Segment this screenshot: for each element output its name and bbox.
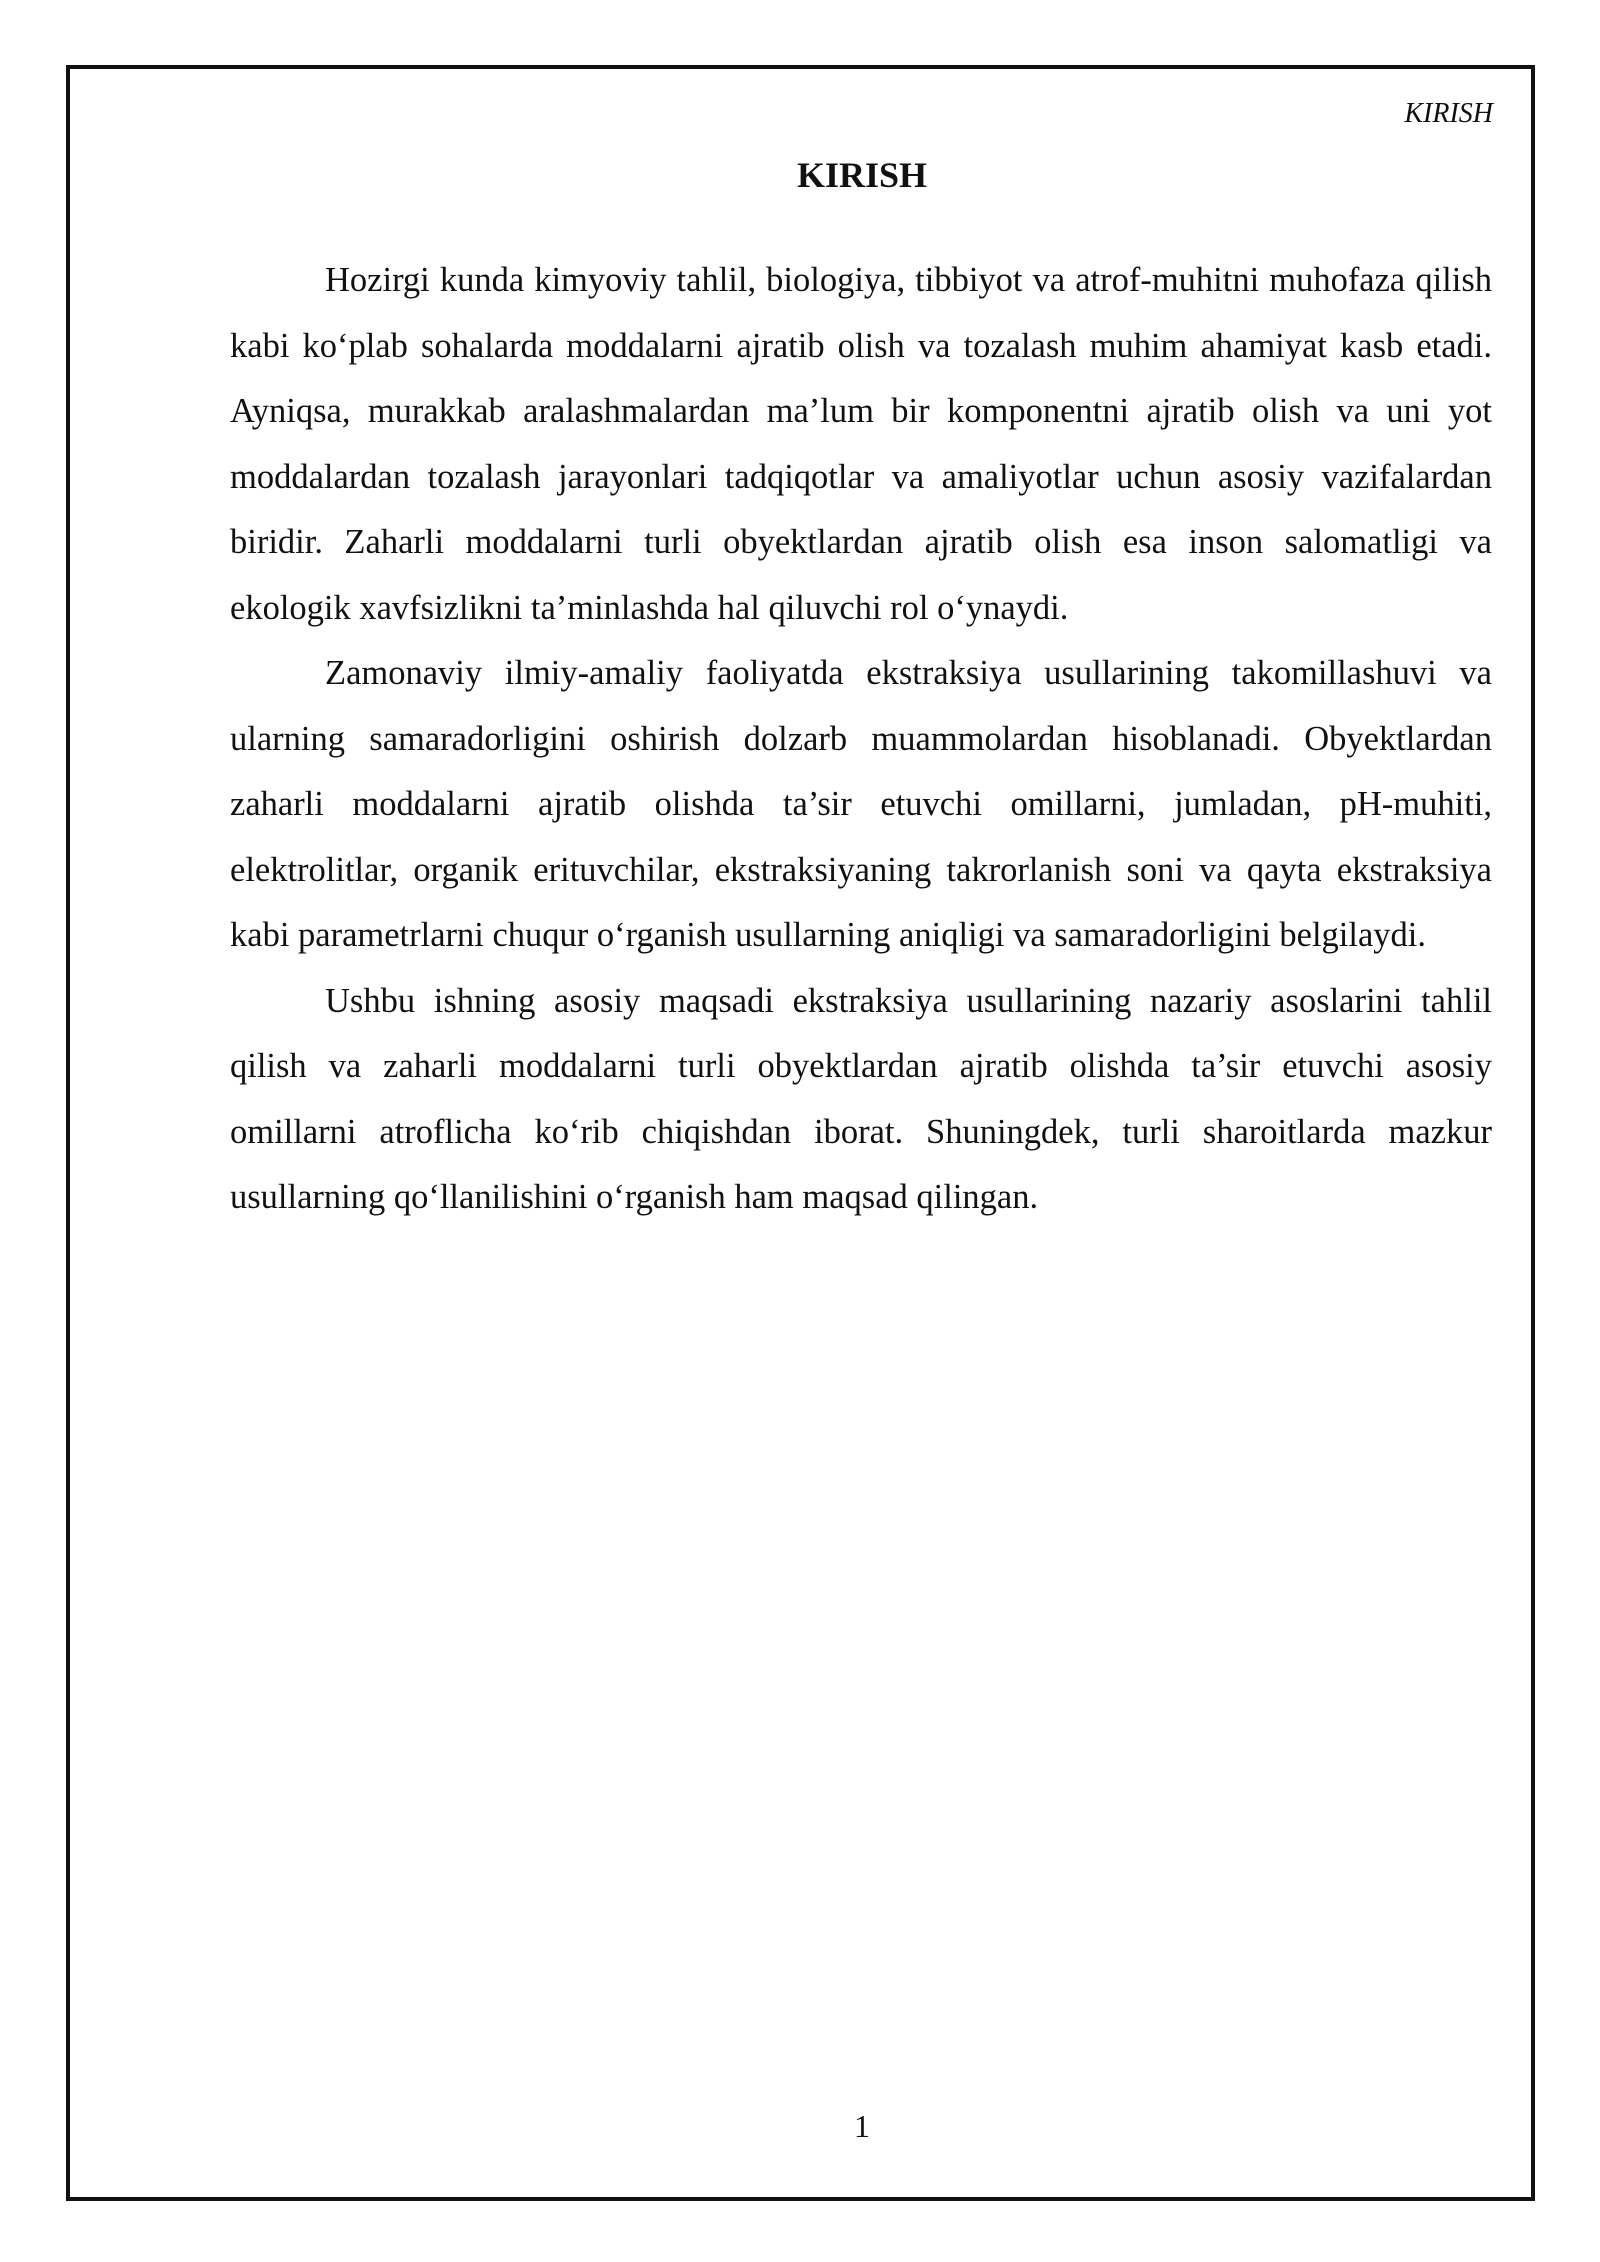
paragraph: Ushbu ishning asosiy maqsadi ekstraksiya usullarining nazariy asoslarini tahlil qilish va zaharli moddalarni turli obyektlardan ajratib olishda ta’sir etuvchi asosiy omillarni atroflicha ko‘rib chiqishdan iborat. Shuningdek, turli sharoitlarda mazkur usullarning qo‘llanilishini o‘rganish ham maqsad qilingan.	[230, 981, 1492, 1216]
paragraph: Zamonaviy ilmiy-amaliy faoliyatda ekstraksiya usullarining takomillashuvi va ularning samaradorligini oshirish dolzarb muammolardan hisoblanadi. Obyektlardan zaharli moddalarni ajratib olishda ta’sir etuvchi omillarni, jumladan, pH-muhiti, elektrolitlar, organik erituvchilar, ekstraksiyaning takrorlanish soni va qayta ekstraksiya kabi parametrlarni chuqur o‘rganish usullarning aniqligi va samaradorligini belgilaydi.	[230, 654, 1492, 954]
running-header: KIRISH	[1404, 98, 1493, 129]
document-body	[230, 248, 1492, 1231]
page-number: 1	[854, 2108, 870, 2144]
page-title: KIRISH	[796, 155, 928, 195]
paragraph: Hozirgi kunda kimyoviy tahlil, biologiya, tibbiyot va atrof-muhitni muhofaza qilish kabi ko‘plab sohalarda moddalarni ajratib olish va tozalash muhim ahamiyat kasb etadi. Ayniqsa, murakkab aralashmalardan ma’lum bir komponentni ajratib olish va uni yot moddalardan tozalash jarayonlari tadqiqotlar va amaliyotlar uchun asosiy vazifalardan biridir. Zaharli moddalarni turli obyektlardan ajratib olish esa inson salomatligi va ekologik xavfsizlikni ta’minlashda hal qiluvchi rol o‘ynaydi.	[230, 261, 1492, 627]
